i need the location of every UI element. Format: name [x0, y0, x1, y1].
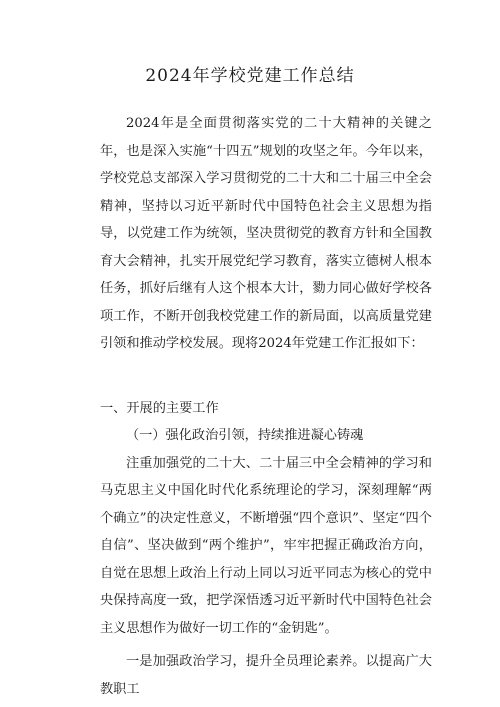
subsection-heading: （一）强化政治引领，持续推进凝心铸魂 — [126, 428, 364, 443]
blank-line — [100, 385, 432, 395]
document-title: 2024年学校党建工作总结 — [145, 66, 355, 86]
body-paragraph: 一是加强政治学习，提升全员理论素养。以提高广大教职工 — [100, 654, 432, 697]
intro-paragraph: 2024年是全面贯彻落实党的二十大精神的关键之年，也是深入实施“十四五”规划的攻坚之年。今年以来，学校党总支部深入学习贯彻党的二十大和二十届三中全会精神，坚持以习近平新时代中国特色社会主义思想为指导，以党建工作为统领，坚决贯彻党的教育方针和全国教育大会精神，扎实开展党纪学习教育，落实立德树人根本任务，抓好后继有人这个根本大计，勠力同心做好学校各项工作，不断开创我校党建工作的新局面，以高质量党建引领和推动学校发展。现将2024年党建工作汇报如下： — [100, 116, 432, 351]
blank-line — [100, 358, 432, 385]
body-paragraph: 注重加强党的二十大、二十届三中全会精神的学习和马克思主义中国化时代化系统理论的学习，深刻理解“两个确立”的决定性意义，不断增强“四个意识”、坚定“四个自信”、坚决做到“两个维护”，牢牢把握正确政治方向，自觉在思想上政治上行动上同以习近平同志为核心的党中央保持高度一致，把学深悟透习近平新时代中国特色社会主义思想作为做好一切工作的“金钥匙”。 — [100, 455, 432, 636]
section-heading: 一、开展的主要工作 — [100, 400, 219, 416]
document-body — [100, 110, 432, 703]
